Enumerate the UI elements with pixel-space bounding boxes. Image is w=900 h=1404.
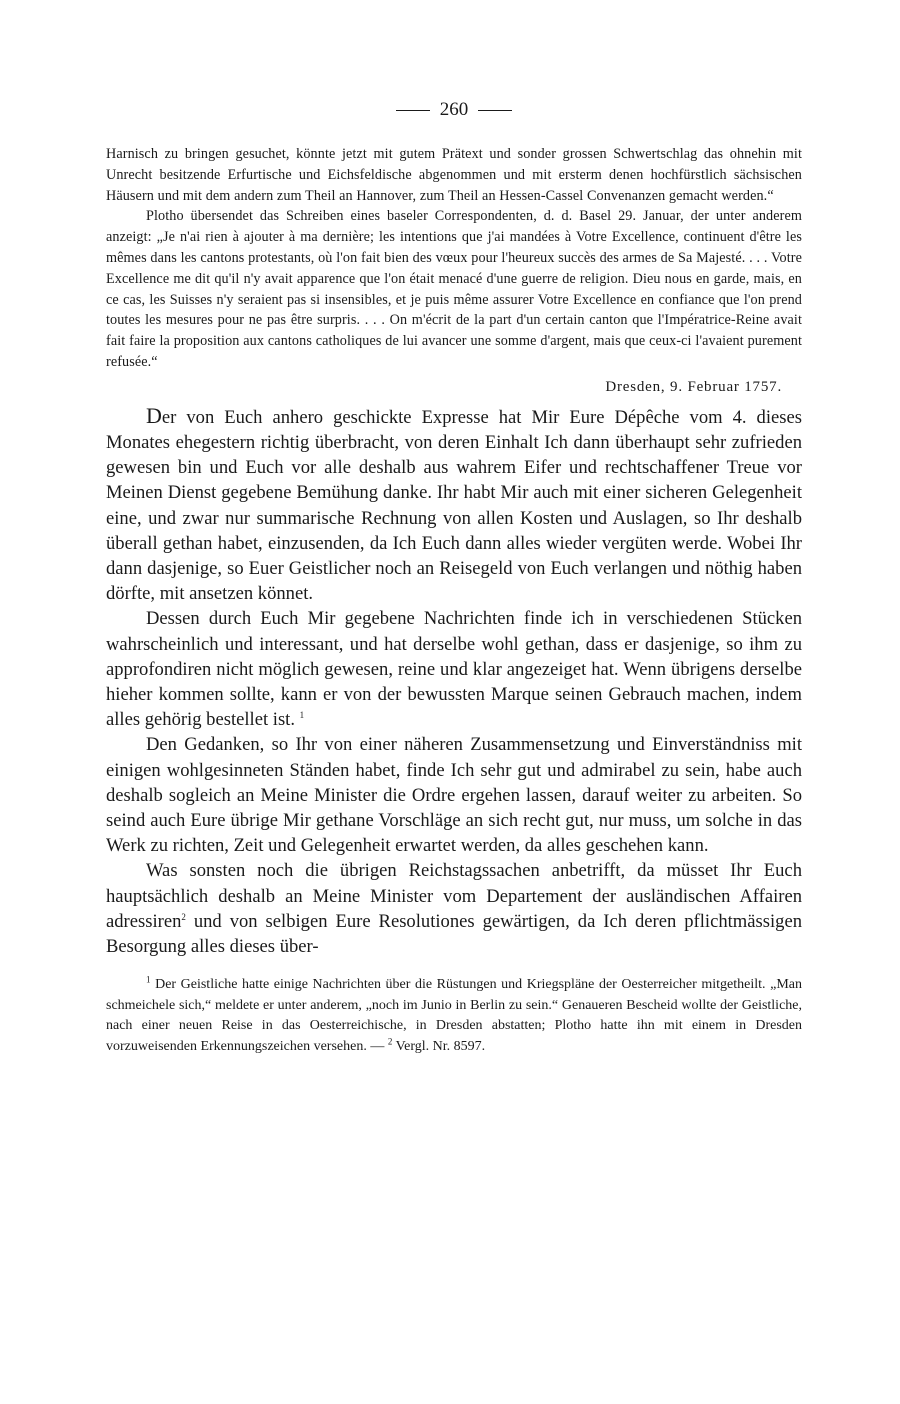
letter-paragraph-1 bbox=[106, 403, 802, 607]
footnote-ref-2: 2 bbox=[181, 911, 186, 922]
footnote-1-text: Der Geistliche hatte einige Nachrichten über die Rüstungen und Kriegspläne der Oesterreicher mitgetheilt. „Man schmeichele sich,“ meldete er unter anderem, „noch im Junio in Berlin zu sein.“ Genaueren Bescheid wollte der Geistliche, nach einer neuen Reise in das Oesterreichische, in Dresden abstatten; Plotho hatte ihn mit einem in Dresden vorzuweisenden Erkennungszeichen versehen. — bbox=[106, 977, 802, 1055]
book-page bbox=[106, 98, 802, 1058]
report-paragraph-2: Plotho übersendet das Schreiben eines baseler Correspondenten, d. d. Basel 29. Januar, der unter anderem anzeigt: „Je n'ai rien à ajouter à ma dernière; les intentions que j'ai mandées à Votre Excellence, continuent d'être les mêmes dans les cantons protestants, où l'on fait bien des vœux pour l'heureux succès des armes de Sa Majesté. . . . Votre Excellence me dit qu'il n'y avait apparence que l'on était menacé d'une guerre de religion. Dieu nous en garde, mais, en ce cas, les Suisses n'y seraient pas si insensibles, et je puis même assurer Votre Excellence en confiance que l'on prend toutes les mesures pour ne pas être surpris. . . . On m'écrit de la part d'un certain canton que l'Impératrice-Reine avait fait faire la proposition aux cantons catholiques de lui avancer une somme d'argent, mais que ceux-ci l'avaient purement refusée.“ bbox=[106, 208, 802, 370]
footnote-1 bbox=[106, 975, 802, 1057]
letter-paragraph-3: Den Gedanken, so Ihr von einer näheren Zusammensetzung und Einverständniss mit einigen wohlgesinneten Ständen habet, finde Ich sehr gut und admirabel zu sein, habe auch deshalb sogleich an Meine Minister die Ordre ergehen lassen, darauf weiter zu arbeiten. So seind auch Eure übrige Mir gethane Vorschläge an sich recht gut, nur muss, um solche in das Werk zu richten, Zeit und Gelegenheit erwartet werden, da alles geschehen kann. bbox=[106, 734, 802, 857]
letter-paragraph-4-text-a: Was sonsten noch die übrigen Reichstagssachen anbetrifft, da müsset Ihr Euch hauptsächlich deshalb an Meine Minister vom Departement der ausländischen Affairen adressiren bbox=[106, 860, 802, 932]
header-dash-right bbox=[478, 110, 512, 111]
page-number: 260 bbox=[439, 99, 469, 120]
letter-paragraph-1-text: er von Euch anhero geschickte Expresse hat Mir Eure Dépêche vom 4. dieses Monates ehegestern richtig überbracht, von deren Einhalt Ich dann überhaupt sehr zufrieden gewesen bin und Euch vor alle deshalb aus wahrem Eifer und rechtschaffener Treue vor Meinen Dienst gegebene Bemühung danke. Ihr habt Mir auch mit einer sicheren Gelegenheit eine, und zwar nur summarische Rechnung von allen Kosten und Auslagen, so Ihr deshalb überall gethan habet, einzusenden, da Ich Euch dann alles wieder vergüten werde. Wobei Ihr dann dasjenige, so Euer Geistlicher noch an Reisegeld von Euch verlangen und nöthig haben dörfte, mit ansetzen könnet. bbox=[106, 406, 802, 605]
letter-paragraph-2 bbox=[106, 606, 802, 732]
dateline bbox=[106, 375, 782, 399]
quoted-report-block bbox=[106, 144, 802, 373]
header-dash-left bbox=[396, 110, 430, 111]
footnote-ref-1: 1 bbox=[299, 710, 305, 721]
footnote-2-mark: 2 bbox=[387, 1036, 393, 1047]
initial-letter: D bbox=[146, 402, 162, 428]
report-paragraph-1: Harnisch zu bringen gesuchet, könnte jetzt mit gutem Prätext und sonder grossen Schwertschlag das ohnehin mit Unrecht besitzende Erfurtische und Eichsfeldische abgenommen und mit ersterm denen hochfürstlich sächsischen Häusern und mit dem andern zum Theil an Hannover, zum Theil an Hessen-Cassel Convenanzen gemacht werden.“ bbox=[106, 146, 802, 204]
page-header bbox=[106, 98, 802, 122]
letter-paragraph-4 bbox=[106, 858, 802, 959]
footnotes bbox=[106, 975, 802, 1057]
footnote-2-text: Vergl. Nr. 8597. bbox=[392, 1039, 486, 1055]
dateline-date: 9. Februar 1757. bbox=[670, 378, 782, 395]
dateline-place: Dresden, bbox=[605, 378, 666, 395]
footnote-1-mark: 1 bbox=[146, 974, 151, 985]
letter-paragraph-4-text-b: und von selbigen Eure Resolutiones gewärtigen, da Ich deren pflichtmässigen Besorgung alles dieses über- bbox=[106, 910, 802, 958]
letter-paragraph-2-text: Dessen durch Euch Mir gegebene Nachrichten finde ich in verschiedenen Stücken wahrscheinlich und interessant, und hat derselbe wohl gethan, dass er dasjenige, so ihm zu approfondiren nicht möglich gewesen, reine und klar angezeiget hat. Wenn übrigens derselbe hieher kommen sollte, kann er von der bewussten Marque seinen Gebrauch machen, indem alles gehörig bestellet ist. bbox=[106, 608, 802, 731]
letter-body bbox=[106, 403, 802, 959]
